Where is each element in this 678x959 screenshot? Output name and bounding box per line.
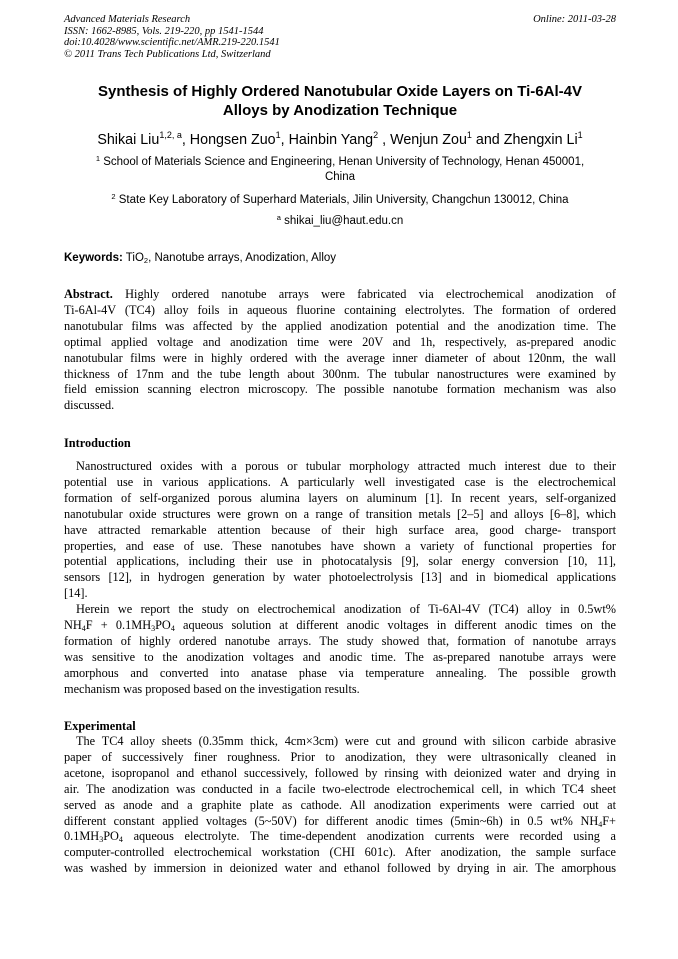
affiliation-text: School of Materials Science and Engineering, Henan University of Technology, Henan 450001, — [103, 156, 585, 168]
text-line: formation of self-organized porous alumina layers on aluminum [1]. In recent years, self-organized — [64, 490, 616, 505]
abstract — [64, 287, 616, 414]
author-name: Zhengxin Li — [503, 132, 578, 148]
formula-part: PO — [155, 617, 171, 632]
email-mark: a — [276, 213, 281, 222]
copyright-line: © 2011 Trans Tech Publications Ltd, Switzerland — [64, 48, 271, 60]
formula-subscript: 3 — [99, 835, 104, 845]
author-affiliation-mark: 1 — [466, 130, 472, 140]
formula-part: NH — [64, 617, 82, 632]
formula-subscript: 4 — [598, 819, 603, 829]
author-name: Hainbin Yang — [288, 132, 374, 148]
author-name: Shikai Liu — [97, 132, 160, 148]
experimental-heading: Experimental — [64, 719, 136, 733]
author-affiliation-mark: 1,2, a — [159, 130, 182, 140]
corresponding-email — [64, 214, 616, 229]
author-name: Wenjun Zou — [390, 132, 467, 148]
journal-header — [64, 14, 616, 60]
formula-subscript: 3 — [151, 623, 156, 633]
abstract-line: Ti-6Al-4V (TC4) alloy foils in aqueous fluorine containing electrolytes. The formation of ordered — [64, 302, 616, 317]
text-line: air. The anodization was conducted in a facile two-electrode electrochemical cell, in which TC4 sheet — [64, 781, 616, 796]
introduction-heading: Introduction — [64, 436, 131, 450]
text-fragment: F+ — [602, 813, 616, 828]
abstract-line: field emission scanning electron microscopy. The possible nanotube formation mechanism was also — [64, 382, 616, 397]
text-line: mechanism was proposed based on the investigation results. — [64, 681, 360, 696]
keywords — [64, 251, 616, 266]
author-separator: , — [378, 132, 391, 148]
author-separator: , — [280, 132, 289, 148]
affiliation-text: State Key Laboratory of Superhard Materials, Jilin University, Changchun 130012, China — [118, 194, 569, 206]
abstract-line: Highly ordered nanotube arrays were fabricated via electrochemical anodization of — [125, 287, 616, 301]
text-line: The TC4 alloy sheets (0.35mm thick, 4cm×3cm) were cut and ground with silicon carbide abrasive — [76, 734, 616, 748]
issn-line: ISSN: 1662-8985, Vols. 219-220, pp 1541-1544 — [64, 25, 264, 37]
keywords-list: , Nanotube arrays, Anodization, Alloy — [148, 252, 337, 264]
text-line: amorphous and converted into anatase phase via temperature annealing. The possible growth — [64, 665, 616, 680]
text-line: paper of successively finer roughness. Prior to anodization, they were ultrasonically cleaned in — [64, 749, 616, 764]
title-line: Synthesis of Highly Ordered Nanotubular Oxide Layers on Ti-6Al-4V — [98, 83, 582, 100]
doi-line: doi:10.4028/www.scientific.net/AMR.219-220.1541 — [64, 37, 280, 48]
text-line: sensors [12], in hydrogen generation by water photoelectrolysis [13] and in biomedical applications — [64, 570, 616, 585]
online-date: Online: 2011-03-28 — [533, 14, 616, 25]
affiliation-1 — [64, 155, 616, 185]
formula-subscript: 4 — [170, 623, 175, 633]
text-line: Herein we report the study on electrochemical anodization of Ti-6Al-4V (TC4) alloy in 0.5wt% — [76, 602, 616, 616]
keyword-subscript: 2 — [143, 256, 149, 265]
text-line: Nanostructured oxides with a porous or tubular morphology attracted much interest due to their — [76, 459, 616, 473]
text-line: acetone, isopropanol and ethanol successively, followed by rinsing with deionized water and drying in — [64, 765, 616, 780]
abstract-line: discussed. — [64, 398, 115, 413]
text-line: [14]. — [64, 586, 88, 601]
author-name: Hongsen Zuo — [189, 132, 276, 148]
text-fragment: aqueous solution at different anodic voltages in different anodic times on the — [174, 617, 616, 632]
abstract-line: nanotubular films was affected by the applied anodization potential and the anodization time. The — [64, 318, 616, 333]
author-affiliation-mark: 2 — [373, 130, 379, 140]
abstract-line: optimal applied voltage and anodization time were 20V and 1h, respectively, as-prepared anodic — [64, 334, 616, 349]
text-fragment: different constant applied voltages (5~50V) for different anodic times (5min~6h) in 0.5 wt% NH — [64, 813, 599, 828]
formula-subscript: 4 — [81, 623, 86, 633]
author-separator: and — [471, 132, 504, 148]
formula-part: 0.1MH — [64, 829, 100, 844]
experimental-paragraph — [64, 734, 616, 877]
keyword-tio2: TiO — [125, 252, 144, 264]
journal-name: Advanced Materials Research — [64, 14, 191, 25]
abstract-label: Abstract. — [64, 287, 113, 301]
affiliation-text: China — [324, 171, 356, 183]
text-fragment: aqueous electrolyte. The time-dependent anodization currents were recorded using a — [122, 829, 616, 844]
formula-part: F + 0.1MH — [85, 617, 152, 632]
abstract-line: thickness of 17nm and the tube length about 300nm. The tubular nanostructures were examined by — [64, 366, 616, 381]
abstract-line: nanotubular films were in highly ordered with the average inner diameter of about 120nm, the wall — [64, 350, 616, 365]
keywords-label: Keywords: — [64, 252, 123, 264]
email-address: shikai_liu@haut.edu.cn — [284, 215, 404, 227]
text-line: served as anode and a graphite plate as cathode. All anodization experiments were carried out at — [64, 797, 616, 812]
author-affiliation-mark: 1 — [577, 130, 583, 140]
affiliation-2 — [64, 193, 616, 208]
text-line: formation of highly ordered nanotube arrays. The study showed that, formation of nanotube arrays — [64, 633, 616, 648]
text-line — [64, 814, 616, 830]
text-line — [64, 829, 616, 845]
text-line — [64, 618, 616, 634]
author-separator: , — [181, 132, 190, 148]
text-line: was washed by immersion in deionized water and ethanol followed by drying in air. The amorphous — [64, 861, 616, 876]
text-line: computer-controlled electrochemical workstation (CHI 601c). After anodization, the sample surface — [64, 845, 616, 860]
author-list — [64, 131, 616, 149]
affiliation-number: 1 — [95, 154, 100, 163]
introduction-paragraph-1 — [64, 459, 616, 602]
text-line: potential use in various applications. A particularly well investigated case is the electrochemical — [64, 474, 616, 489]
title-line: Alloys by Anodization Technique — [222, 102, 458, 119]
text-line: potential applications, including their use in photocatalysis [9], solar energy conversion [10, 11], — [64, 554, 616, 569]
formula-subscript: 4 — [118, 835, 123, 845]
affiliation-number: 2 — [111, 192, 116, 201]
text-line: have attracted remarkable attention because of their high surface area, good charge- transport — [64, 522, 616, 537]
text-line: properties, and ease of use. These nanotubes have shown a variety of functional properties for — [64, 538, 616, 553]
introduction-paragraph-2 — [64, 602, 616, 697]
text-line: was sensitive to the anodization voltages and anodic time. The as-prepared nanotube arrays were — [64, 649, 616, 664]
text-line: nanotubular oxide structures were grown on a range of transition metals [2–5] and alloys [6–8], which — [64, 506, 616, 521]
author-affiliation-mark: 1 — [275, 130, 281, 140]
formula-part: PO — [103, 829, 119, 844]
paper-title — [64, 82, 616, 120]
